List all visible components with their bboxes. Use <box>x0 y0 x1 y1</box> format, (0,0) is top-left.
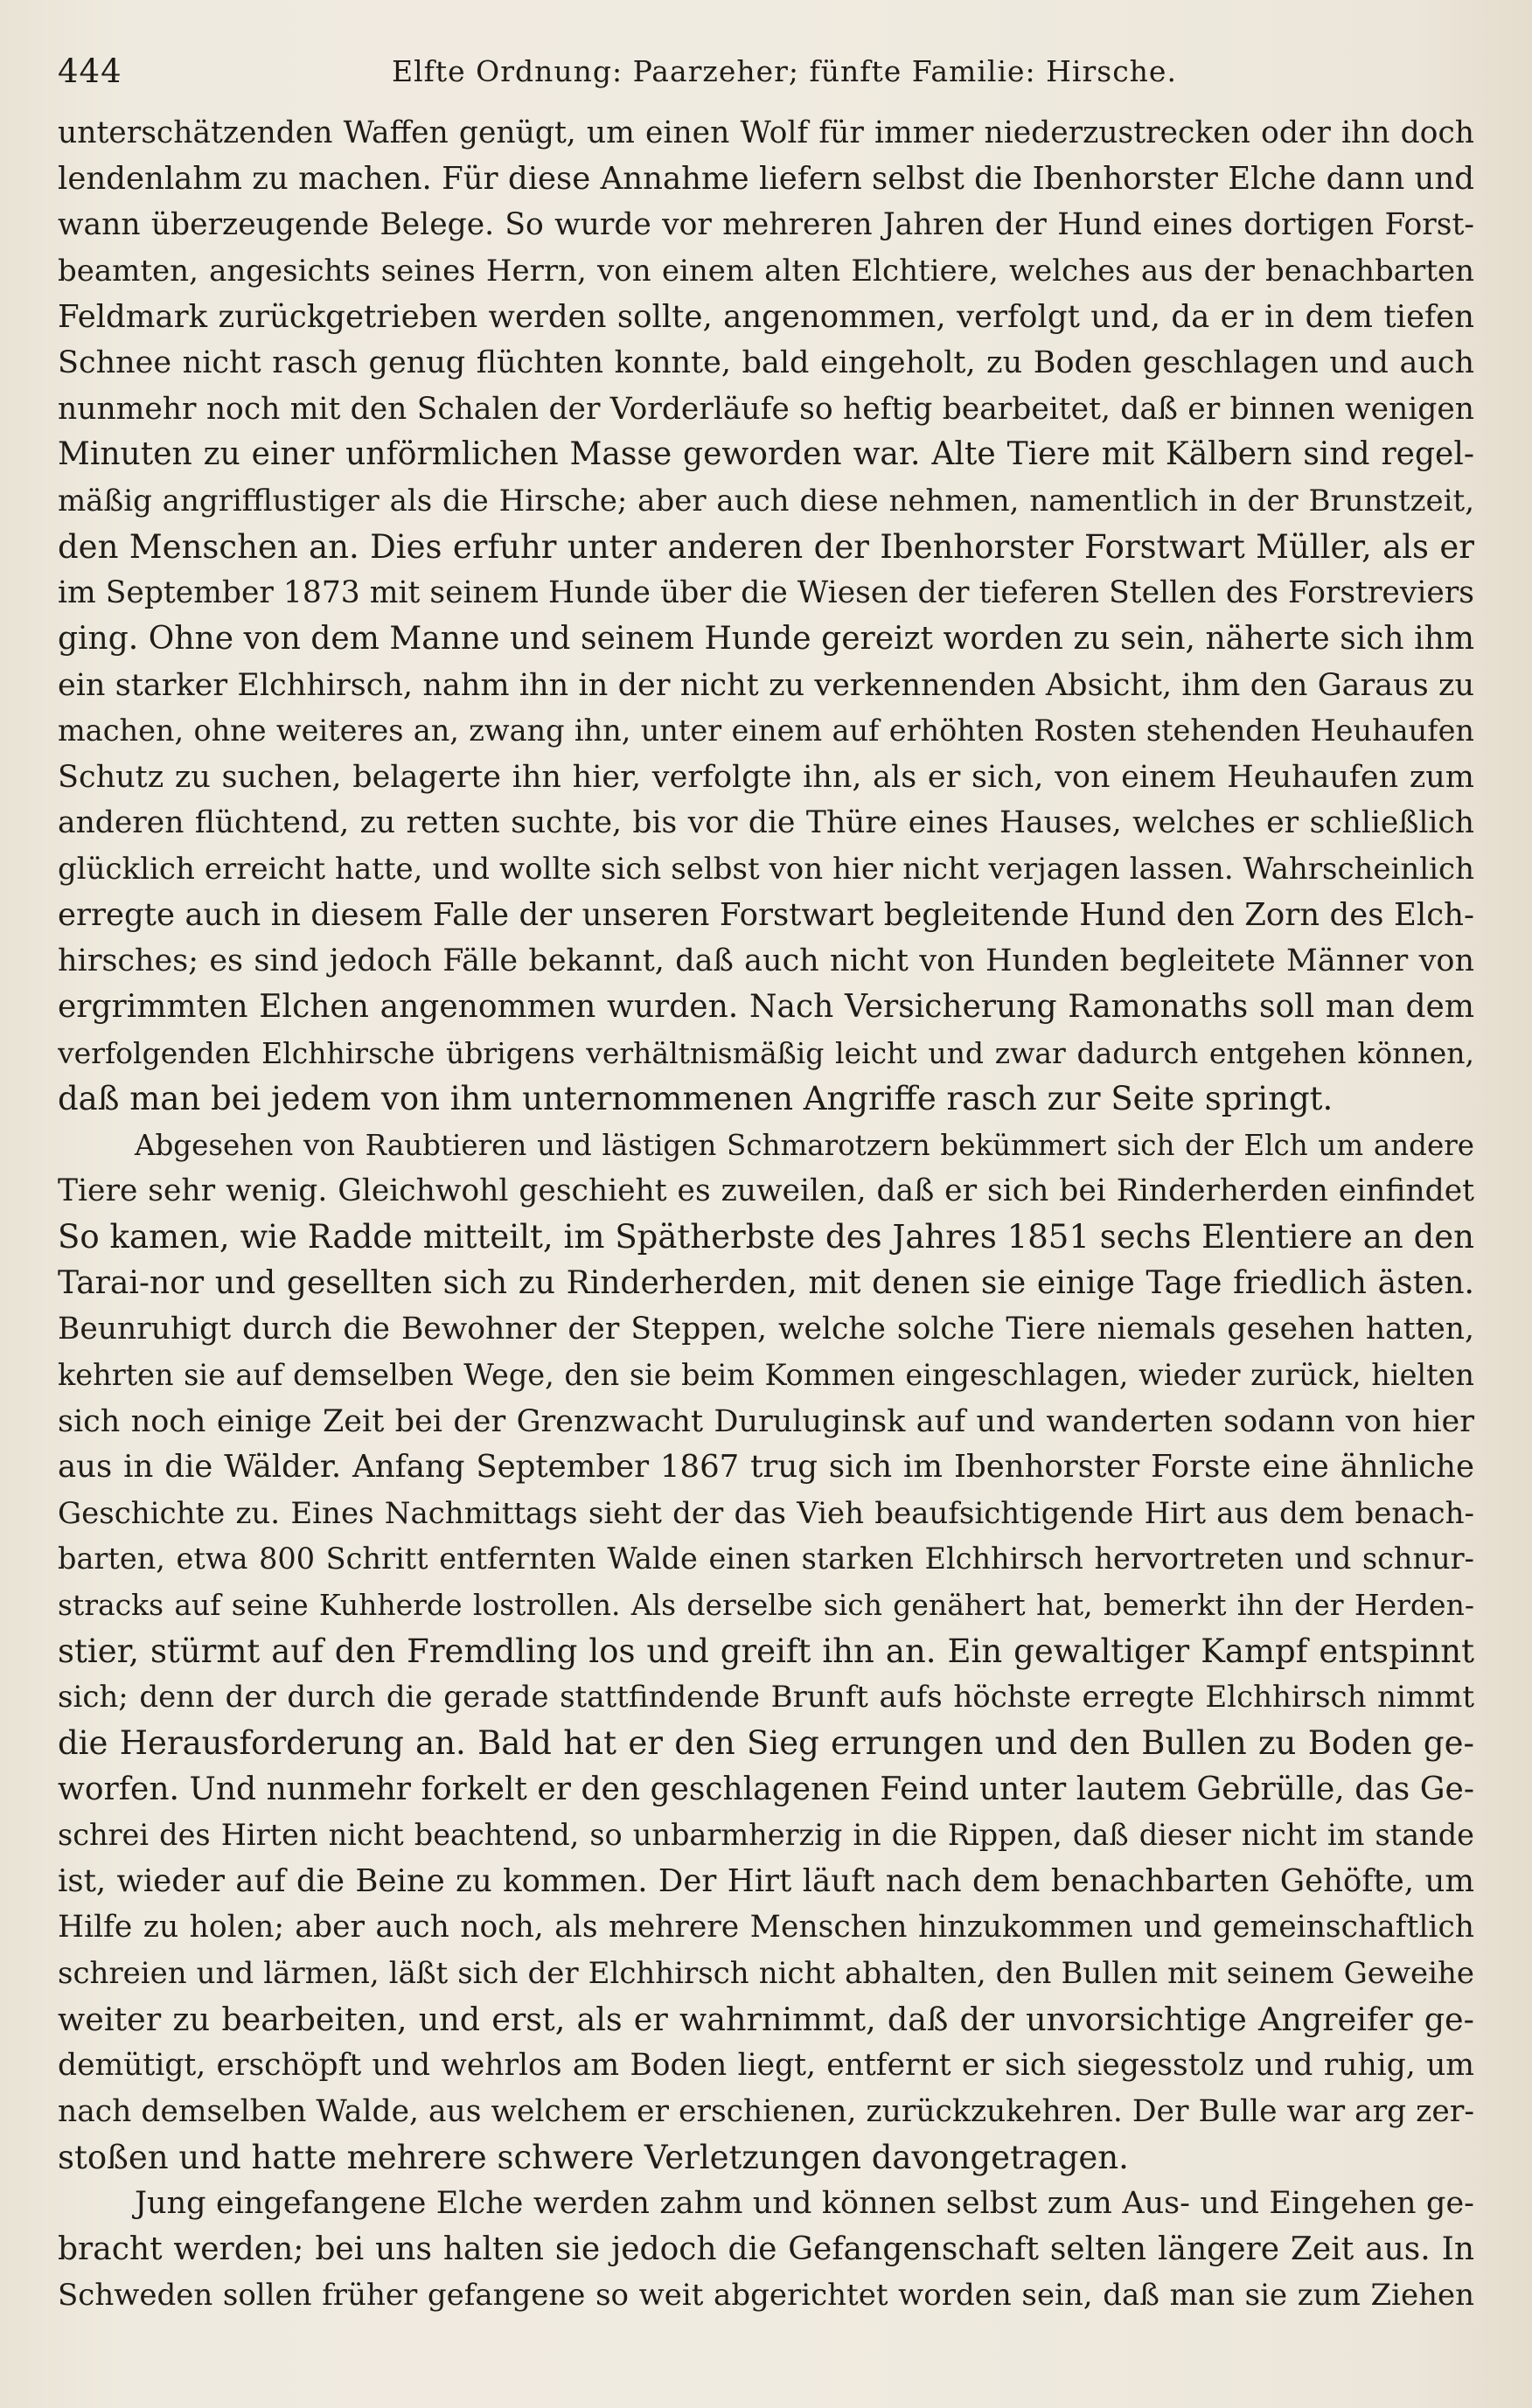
text-line: wann überzeugende Belege. So wurde vor mehreren Jahren der Hund eines dortigen Forst- <box>58 207 1474 243</box>
text-line: Schweden sollen früher gefangene so weit abgerichtet worden sein, daß man sie zum Ziehen <box>58 2278 1474 2314</box>
text-line: bracht werden; bei uns halten sie jedoch die Gefangenschaft selten längere Zeit aus. In <box>58 2231 1474 2267</box>
text-line: ist, wieder auf die Beine zu kommen. Der Hirt läuft nach dem benachbarten Gehöfte, um <box>58 1862 1474 1899</box>
text-line: lendenlahm zu machen. Für diese Annahme liefern selbst die Ibenhorster Elche dann und <box>58 160 1474 197</box>
text-line: die Herausforderung an. Bald hat er den Sieg errungen und den Bullen zu Boden ge- <box>58 1723 1474 1762</box>
text-line: schrei des Hirten nicht beachtend, so unbarmherzig in die Rippen, daß dieser nicht im stande <box>58 1818 1474 1853</box>
text-line: Geschichte zu. Eines Nachmittags sieht der das Vieh beaufsichtigende Hirt aus dem benach- <box>58 1495 1474 1531</box>
text-line: So kamen, wie Radde mitteilt, im Spätherbste des Jahres 1851 sechs Elentiere an den <box>58 1218 1474 1256</box>
text-line: im September 1873 mit seinem Hunde über die Wiesen der tieferen Stellen des Forstreviers <box>58 575 1474 611</box>
text-line: Abgesehen von Raubtieren und lästigen Schmarotzern bekümmert sich der Elch um andere <box>135 1128 1474 1162</box>
text-line: demütigt, erschöpft und wehrlos am Boden liegt, entfernt er sich siegesstolz und ruhig, um <box>58 2048 1474 2084</box>
text-line: unterschätzenden Waffen genügt, um einen Wolf für immer niederzustrecken oder ihn doch <box>58 115 1474 150</box>
text-line: Schnee nicht rasch genug flüchten konnte, bald eingeholt, zu Boden geschlagen und auch <box>58 345 1474 381</box>
text-line: ergrimmten Elchen angenommen wurden. Nach Versicherung Ramonaths soll man dem <box>58 988 1474 1025</box>
text-line: anderen flüchtend, zu retten suchte, bis vor die Thüre eines Hauses, welches er schließlich <box>58 805 1474 841</box>
text-line: den Menschen an. Dies erfuhr unter anderen der Ibenhorster Forstwart Müller, als er <box>58 527 1474 566</box>
text-line: aus in die Wälder. Anfang September 1867 trug sich im Ibenhorster Forste eine ähnliche <box>58 1449 1474 1486</box>
text-line: Tiere sehr wenig. Gleichwohl geschieht es zuweilen, daß er sich bei Rinderherden einfindet <box>58 1173 1474 1209</box>
text-line: schreien und lärmen, läßt sich der Elchhirsch nicht abhalten, den Bullen mit seinem Geweihe <box>58 1956 1474 1991</box>
text-line: barten, etwa 800 Schritt entfernten Walde einen starken Elchhirsch hervortreten und schnur- <box>58 1542 1474 1576</box>
text-line: nunmehr noch mit den Schalen der Vorderläufe so heftig bearbeitet, daß er binnen wenigen <box>58 391 1474 427</box>
text-line: stoßen und hatte mehrere schwere Verletzungen davongetragen. <box>58 2138 1129 2176</box>
text-line: kehrten sie auf demselben Wege, den sie beim Kommen eingeschlagen, wieder zurück, hielten <box>58 1357 1474 1392</box>
text-line: Jung eingefangene Elche werden zahm und können selbst zum Aus- und Eingehen ge- <box>135 2186 1474 2222</box>
paragraph-3 <box>58 2181 1474 2319</box>
text-line: stracks auf seine Kuhherde lostrollen. Als derselbe sich genähert hat, bemerkt ihn der Herden- <box>58 1588 1474 1622</box>
text-line: machen, ohne weiteres an, zwang ihn, unter einem auf erhöhten Rosten stehenden Heuhaufen <box>58 713 1474 748</box>
text-line: erregte auch in diesem Falle der unseren Forstwart begleitende Hund den Zorn des Elch- <box>58 896 1474 933</box>
text-line: ein starker Elchhirsch, nahm ihn in der nicht zu verkennenden Absicht, ihm den Garaus zu <box>58 667 1474 703</box>
text-line: glücklich erreicht hatte, und wollte sich selbst von hier nicht verjagen lassen. Wahrscheinlich <box>58 852 1474 887</box>
text-line: worfen. Und nunmehr forkelt er den geschlagenen Feind unter lautem Gebrülle, das Ge- <box>58 1771 1474 1807</box>
text-line: Minuten zu einer unförmlichen Masse geworden war. Alte Tiere mit Kälbern sind regel- <box>58 436 1474 473</box>
page-number: 444 <box>58 52 122 90</box>
text-line: sich noch einige Zeit bei der Grenzwacht Duruluginsk auf und wanderten sodann von hier <box>58 1403 1474 1439</box>
text-line: ging. Ohne von dem Manne und seinem Hunde gereizt worden zu sein, näherte sich ihm <box>58 620 1474 657</box>
text-line: beamten, angesichts seines Herrn, von einem alten Elchtiere, welches aus der benachbarten <box>58 253 1474 289</box>
paragraph-1 <box>58 110 1474 1123</box>
text-line: sich; denn der durch die gerade stattfindende Brunft aufs höchste erregte Elchhirsch nimmt <box>58 1680 1474 1716</box>
text-line: daß man bei jedem von ihm unternommenen Angriffe rasch zur Seite springt. <box>58 1080 1334 1118</box>
text-line: nach demselben Walde, aus welchem er erschienen, zurückzukehren. Der Bulle war arg zer- <box>58 2093 1474 2129</box>
text-line: weiter zu bearbeiten, und erst, als er wahrnimmt, daß der unvorsichtige Angreifer ge- <box>58 2000 1474 2038</box>
text-line: Tarai-nor und gesellten sich zu Rinderherden, mit denen sie einige Tage friedlich ästen. <box>58 1264 1474 1301</box>
text-line: Schutz zu suchen, belagerte ihn hier, verfolgte ihn, als er sich, von einem Heuhaufen zum <box>58 759 1474 795</box>
text-line: Hilfe zu holen; aber auch noch, als mehrere Menschen hinzukommen und gemeinschaftlich <box>58 1910 1474 1945</box>
text-line: hirsches; es sind jedoch Fälle bekannt, daß auch nicht von Hunden begleitete Männer von <box>58 943 1474 979</box>
running-head: Elfte Ordnung: Paarzeher; fünfte Familie: Hirsche. <box>392 54 1177 88</box>
text-line: stier, stürmt auf den Fremdling los und greift ihn an. Ein gewaltiger Kampf entspinnt <box>58 1632 1474 1670</box>
page-header <box>58 45 1474 98</box>
text-line: mäßig angrifflustiger als die Hirsche; aber auch diese nehmen, namentlich in der Brunstzeit, <box>58 484 1474 518</box>
text-line: verfolgenden Elchhirsche übrigens verhältnismäßig leicht und zwar dadurch entgehen können, <box>58 1035 1474 1070</box>
paragraph-2 <box>58 1123 1474 2181</box>
text-line: Feldmark zurückgetrieben werden sollte, angenommen, verfolgt und, da er in dem tiefen <box>58 298 1474 335</box>
text-line: Beunruhigt durch die Bewohner der Steppen, welche solche Tiere niemals gesehen hatten, <box>58 1312 1474 1347</box>
body-text <box>58 110 1474 2319</box>
